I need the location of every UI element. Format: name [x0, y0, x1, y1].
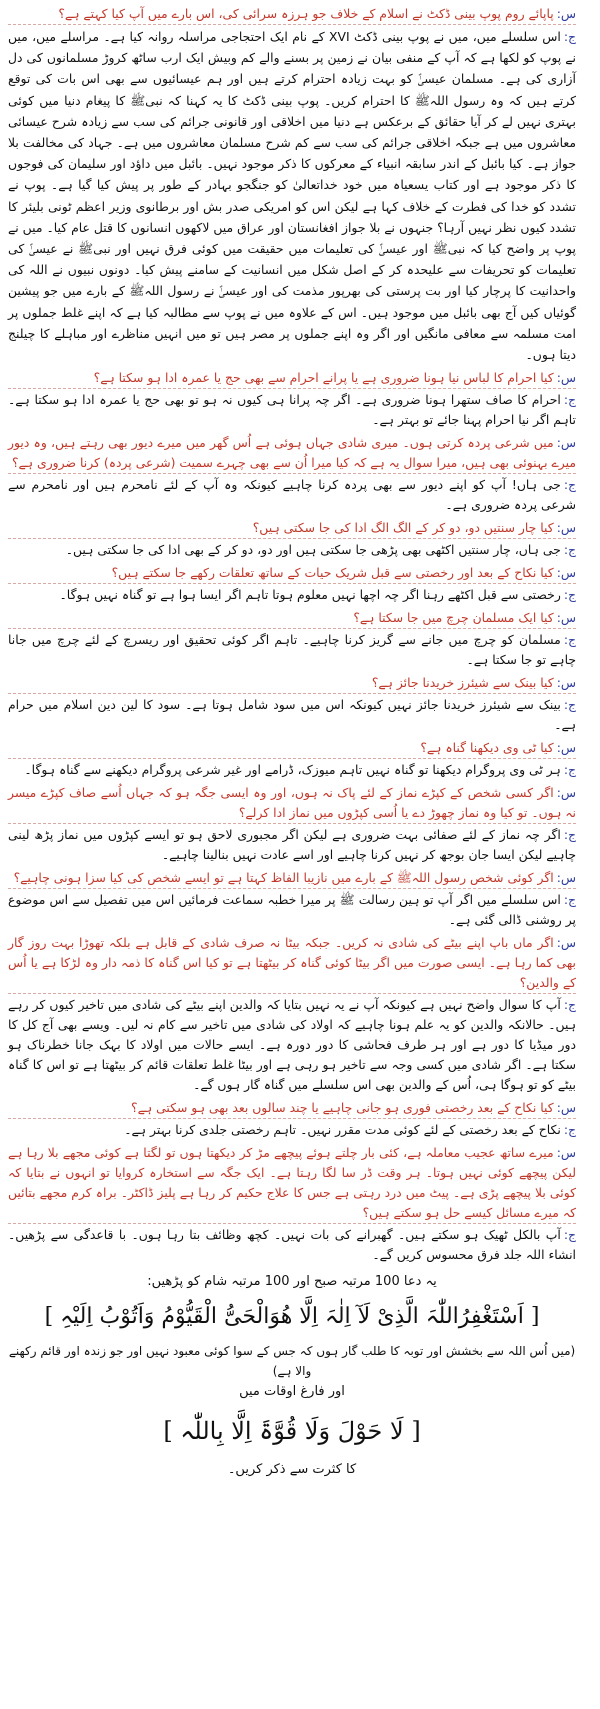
- question-text: اگر کسی شخص کے کپڑے نماز کے لئے پاک نہ ہوں، اور وہ ایسی جگہ ہو کہ جہاں اُسے صاف کپڑے میسر نہ ہوں۔ تو کیا وہ نماز چھوڑ دے یا اُسی کپڑوں میں نماز ادا کرلے؟: [8, 785, 576, 821]
- question: [8, 1098, 576, 1119]
- dua-middle-text: اور فارغ اوقات میں: [239, 1384, 345, 1400]
- answer-text: اگر چہ نماز کے لئے صفائی بہت ضروری ہے لیکن اگر مجبوری لاحق ہو تو ایسے کپڑوں میں نماز پڑھ لینی چاہیے لیکن ایسا جان بوجھ کر نہیں کرنا چاہیے اور اسے عادت نہیں بنالینا چاہیے۔: [8, 827, 576, 863]
- question-text: کیا نکاح کے بعد اور رخصتی سے قبل شریک حیات کے ساتھ تعلقات رکھے جا سکتے ہیں؟: [111, 565, 554, 581]
- dua-intro: یہ دعا 100 مرتبہ صبح اور 100 مرتبہ شام کو پڑھیں:: [147, 1274, 437, 1290]
- answer-prefix: ج:: [563, 762, 576, 778]
- arabic-dua-istighfar: [ اَسْتَغْفِرُاللّٰہَ الَّذِیْ لَآ اِلٰہَ اِلَّا ھُوَالْحَیُّ الْقَیُّوْمُ وَاَتُوْبُ اِلَیْہِ ]: [44, 1304, 540, 1330]
- answer-prefix: ج:: [563, 392, 576, 408]
- question-prefix: س:: [556, 870, 576, 886]
- qa-item-2: [8, 368, 576, 430]
- question: [8, 563, 576, 584]
- question-prefix: س:: [556, 935, 576, 951]
- question: [8, 738, 576, 759]
- answer: [8, 695, 576, 735]
- answer: [8, 1225, 576, 1265]
- question-text: کیا نکاح کے بعد رخصتی فوری ہو جانی چاہیے یا چند سالوں بعد بھی ہو سکتی ہے؟: [131, 1100, 554, 1116]
- question: [8, 368, 576, 389]
- answer: [8, 760, 576, 780]
- answer-prefix: ج:: [563, 477, 576, 493]
- question-text: کیا ٹی وی دیکھنا گناہ ہے؟: [420, 740, 554, 756]
- answer-text: نکاح کے بعد رخصتی کے لئے کوئی مدت مقرر نہیں۔ تاہم رخصتی جلدی کرنا بہتر ہے۔: [124, 1122, 561, 1138]
- question: [8, 518, 576, 539]
- question-prefix: س:: [556, 610, 576, 626]
- answer-prefix: ج:: [563, 1122, 576, 1138]
- answer: [8, 585, 576, 605]
- answer: [8, 475, 576, 515]
- answer: [8, 26, 576, 365]
- answer-prefix: ج:: [563, 587, 576, 603]
- question-text: کیا بینک سے شیئرز خریدنا جائز ہے؟: [371, 675, 554, 691]
- question-text: کیا ایک مسلمان چرچ میں جا سکتا ہے؟: [353, 610, 554, 626]
- qa-item-7: [8, 673, 576, 735]
- question: [8, 433, 576, 474]
- answer-text: بینک سے شیئرز خریدنا جائز نہیں کیونکہ اس میں سود شامل ہوتا ہے۔ سود کا لین دین اسلام میں حرام ہے۔: [8, 697, 576, 733]
- answer-prefix: ج:: [563, 892, 576, 908]
- answer-text: جی ہاں، چار سنتیں اکٹھی بھی پڑھی جا سکتی ہیں اور دو، دو کر کے بھی ادا کی جا سکتی ہیں۔: [65, 542, 561, 558]
- question: [8, 608, 576, 629]
- question-prefix: س:: [556, 1145, 576, 1161]
- answer-prefix: ج:: [563, 542, 576, 558]
- answer-text: ہر ٹی وی پروگرام دیکھنا تو گناہ نہیں تاہم میوزک، ڈرامے اور غیر شرعی پروگرام دیکھنے سے گناہ ہوگا۔: [24, 762, 561, 778]
- answer-text: آپ بالکل ٹھیک ہو سکتے ہیں۔ گھبرانے کی بات نہیں۔ کچھ وظائف بتا رہا ہوں۔ با قاعدگی سے پڑھیں۔ انشاء اللہ جلد فرق محسوس کریں گے۔: [8, 1227, 576, 1263]
- answer-prefix: ج:: [563, 697, 576, 713]
- answer: [8, 390, 576, 430]
- question-prefix: س:: [556, 435, 576, 451]
- qa-item-10: [8, 868, 576, 930]
- answer-prefix: ج:: [563, 997, 576, 1013]
- answer-text: آپ کا سوال واضح نہیں ہے کیونکہ آپ نے یہ نہیں بتایا کہ والدین اپنے بیٹے کی شادی میں تاخیر کیوں کر رہے ہیں۔ حالانکہ والدین کو یہ علم ہونا چاہیے کہ اولاد کی شادی میں تاخیر سے کام نہ لیں۔ ویسے بھی آج کل کا دور میڈیا کا دور ہے اور ہر طرف فحاشی کا دور دورہ ہے۔ ایسے حالات میں اولاد کا بہک جانا خطرناک ہو سکتا ہے۔ اگر شادی میں کسی وجہ سے تاخیر ہو رہی ہے اور بیٹا غلط تعلقات قائم کر بیٹھتا ہے تو اس کا گناہ بیٹے کو تو ہوگا ہی، اُس کے والدین بھی اس سلسلے میں گناہ گار ہوں گے۔: [8, 997, 576, 1093]
- qa-item-12: [8, 1098, 576, 1140]
- question: [8, 4, 576, 25]
- question-text: میرے ساتھ عجیب معاملہ ہے، کئی بار چلتے ہوئے پیچھے مڑ کر دیکھتا ہوں تو لگتا ہے کوئی مجھے بلا رہا ہے لیکن پیچھے کوئی نہیں ہوتا۔ ہر وقت ڈر سا لگا رہتا ہے۔ ایک جگہ سے استخارہ کروایا تو انہوں نے بتایا کہ کوئی بلا پیچھے پڑی ہے۔ پیٹ میں درد رہتی ہے جس کا علاج حکیم کر رہا ہے پلیز ڈاکٹر۔ براہ کرم مجھے بتائیں کہ میرے مسائل کیسے حل ہو سکتے ہیں؟: [8, 1145, 576, 1221]
- dua-translation: (میں اُس اللہ سے بخشش اور توبہ کا طلب گار ہوں کہ جس کے سوا کوئی معبود نہیں اور جو زندہ اور قائم رکھنے والا ہے): [8, 1344, 576, 1379]
- qa-item-11: [8, 933, 576, 1095]
- question: [8, 933, 576, 994]
- qa-item-4: [8, 518, 576, 560]
- question-prefix: س:: [556, 675, 576, 691]
- qa-item-8: [8, 738, 576, 780]
- qa-item-13: [8, 1143, 576, 1265]
- question-text: کیا چار سنتیں دو، دو کر کے الگ الگ ادا کی جا سکتی ہیں؟: [252, 520, 554, 536]
- question: [8, 1143, 576, 1224]
- answer: [8, 890, 576, 930]
- answer-text: احرام کا صاف ستھرا ہونا ضروری ہے۔ اگر چہ پرانا ہی کیوں نہ ہو تو بھی حج یا عمرہ ادا ہو سکتا ہے۔ تاہم اگر نیا احرام پہنا جائے تو بہتر ہے۔: [8, 392, 576, 428]
- question-prefix: س:: [556, 785, 576, 801]
- qa-item-9: [8, 783, 576, 865]
- qa-item-1: [8, 4, 576, 365]
- question-prefix: س:: [556, 740, 576, 756]
- answer: [8, 995, 576, 1095]
- qa-item-3: [8, 433, 576, 515]
- question-prefix: س:: [556, 565, 576, 581]
- question-text: اگر ماں باپ اپنے بیٹے کی شادی نہ کریں۔ جبکہ بیٹا نہ صرف شادی کے قابل ہے بلکہ تھوڑا بہت روز گار بھی کما رہا ہے۔ ایسی صورت میں اگر بیٹا کوئی گناہ کر بیٹھتا ہے تو کیا اس گناہ کا ذمہ دار وہ لڑکا ہے یا اُس کے والدین؟: [8, 935, 576, 991]
- dua-section: [8, 1271, 576, 1481]
- answer: [8, 825, 576, 865]
- answer: [8, 1120, 576, 1140]
- question-prefix: س:: [556, 520, 576, 536]
- question: [8, 783, 576, 824]
- answer-text: اس سلسلے میں اگر آپ تو ہین رسالت ﷺ پر میرا خطبہ سماعت فرمائیں اس میں تفصیل سے اس موضوع پر روشنی ڈالی گئی ہے۔: [8, 892, 576, 928]
- answer-text: مسلمان کو چرچ میں جانے سے گریز کرنا چاہیے۔ تاہم اگر کوئی تحقیق اور ریسرچ کے لئے چرچ میں جانا چاہے تو جا سکتا ہے۔: [8, 632, 576, 668]
- question-prefix: س:: [556, 370, 576, 386]
- answer: [8, 630, 576, 670]
- answer-text: رخصتی سے قبل اکٹھے رہنا اگر چہ اچھا نہیں معلوم ہوتا تاہم اگر ایسا ہوا ہے تو گناہ نہیں ہوگا۔: [59, 587, 561, 603]
- question-text: اگر کوئی شخص رسول اللہﷺ کے بارے میں نازیبا الفاظ کہتا ہے تو ایسے شخص کی کیا سزا ہونی چاہیے؟: [13, 870, 554, 886]
- answer-prefix: ج:: [563, 29, 576, 44]
- qa-item-5: [8, 563, 576, 605]
- qa-item-6: [8, 608, 576, 670]
- answer-prefix: ج:: [563, 632, 576, 648]
- answer-text: اس سلسلے میں، میں نے پوپ بینی ڈکٹ XVI کے نام ایک احتجاجی مراسلہ روانہ کیا ہے۔ مراسلے میں، میں نے پوپ کو لکھا ہے کہ آپ کے منفی بیان نے زمین پر بسنے والے کم وبیش ایک ارب ساٹھ کروڑ مسلمانوں کی دل آزاری کی ہے۔ مسلمان عیسیٰؑ کو بہت زیادہ احترام کرتے ہیں اور ہم عیسائیوں سے بھی اس بات کی توقع کرتے ہیں کہ وہ رسول اللہﷺ کا احترام کریں۔ پوپ بینی ڈکٹ کا یہ کہنا کہ نبیﷺ کا پیغام دنیا میں کوئی بہتری نہیں لے کر آیا حقائق کے برعکس ہے دنیا میں اخلاقی اور قانونی جرائم کی سب سے زیادہ شرح عیسائی معاشروں میں ہے جبکہ اخلاقی جرائم کی سب سے کم شرح مسلمان معاشروں میں ہے۔ جہاد کی مخالفت بلا جواز ہے۔ کیا بائبل کے اندر سابقہ انبیاء کے معرکوں کا ذکر موجود نہیں۔ بائبل میں داؤد اور سلیمان کی فوجوں کا ذکر موجود ہے اور کتاب یسعیاہ میں خود خداتعالیٰ کو جنگجو بہادر کے طور پر پیش کیا گیا ہے۔ پوپ نے تشدد کو خدا کی فطرت کے خلاف کہا ہے لیکن اس کو امریکی صدر بش اور برطانوی وزیر اعظم ٹونی بلیئر کا تشدد کیوں نظر نہیں آرہا؟ جنہوں نے بلا جواز افغانستان اور عراق میں لاکھوں انسانوں کا قتل عام کیا۔ میں نے پوپ پر واضح کیا کہ نبیﷺ اور عیسیٰؑ کی تعلیمات میں حقیقت میں کوئی فرق نہیں اور نبیﷺ نے عیسیٰؑ کی تعلیمات کو تحریفات سے علیحدہ کر کے اصل شکل میں انسانیت کے سامنے پیش کیا۔ دونوں نبیوں نے اللہ کی واحدانیت کا پرچار کیا اور بت پرستی کی بھرپور مذمت کی اور عیسیٰؑ نے رسول اللہﷺ کے بارے میں جو پیشین گوئیاں کیں آج بھی بائبل میں موجود ہیں۔ اس کے علاوہ میں نے پوپ سے مطالبہ کیا ہے کہ اپنے غلط جملوں پر امت مسلمہ سے معافی مانگیں اور اگر وہ اپنے جملوں پر مصر ہیں تو میں انہیں مناظرے اور مباہلے کا چیلنج دیتا ہوں۔: [8, 29, 576, 363]
- dua-closing: کا کثرت سے ذکر کریں۔: [227, 1462, 357, 1478]
- question-text: میں شرعی پردہ کرتی ہوں۔ میری شادی جہاں ہوئی ہے اُس گھر میں میرے دیور بھی رہتے ہیں، وہ دیور میرے بہنوئی بھی ہیں، میرا سوال یہ ہے کہ کیا میرا اُن سے بھی چہرے سمیت (شرعی پردہ) کرنا ضروری ہے؟: [8, 435, 576, 471]
- arabic-dua-hawqala: [ لَا حَوْلَ وَلَا قُوَّۃَ اِلَّا بِاللّٰہ ]: [163, 1417, 421, 1446]
- question-text: کیا احرام کا لباس نیا ہونا ضروری ہے یا پرانے احرام سے بھی حج یا عمرہ ادا ہو سکتا ہے؟: [93, 370, 554, 386]
- question-text: پاپائے روم پوپ بینی ڈکٹ نے اسلام کے خلاف جو ہرزہ سرائی کی، اس بارے میں آپ کیا کہتے ہے؟: [58, 6, 554, 21]
- question: [8, 673, 576, 694]
- question: [8, 868, 576, 889]
- answer-prefix: ج:: [563, 827, 576, 843]
- answer-prefix: ج:: [563, 1227, 576, 1243]
- answer-text: جی ہاں! آپ کو اپنے دیور سے بھی پردہ کرنا چاہیے کیونکہ وہ آپ کے لئے نامحرم ہیں اور نامحرم سے شرعی پردہ ضروری ہے۔: [8, 477, 576, 513]
- answer: [8, 540, 576, 560]
- question-prefix: س:: [556, 6, 576, 21]
- question-prefix: س:: [556, 1100, 576, 1116]
